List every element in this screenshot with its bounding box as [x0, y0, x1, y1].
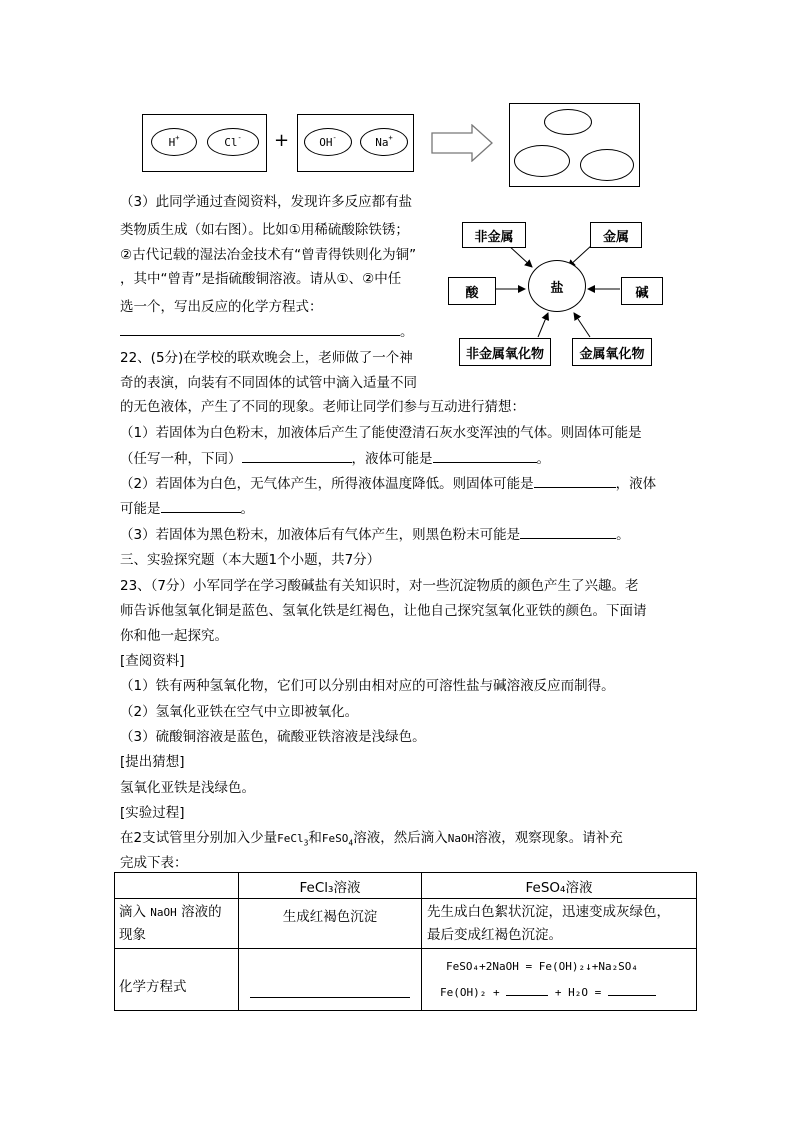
hydroxide-ion: OH - — [304, 128, 352, 156]
q22-line-3: 的无色液体，产生了不同的现象。老师让同学们参与互动进行猜想： — [120, 399, 525, 415]
liquid-blank-1[interactable] — [433, 448, 537, 463]
product-ellipse-left — [514, 145, 570, 177]
q21-line-2: 类物质生成（如右图）。比如①用稀硫酸除铁锈； — [120, 222, 409, 238]
experiment-table — [114, 872, 697, 1011]
fecl3-equation-blank[interactable] — [250, 983, 410, 998]
q22-line-1: 22、(5分)在学校的联欢晚会上，老师做了一个神 — [120, 350, 413, 366]
q23-consult-2: （2）氢氧化亚铁在空气中立即被氧化。 — [120, 704, 359, 720]
section-3-heading: 三、实验探究题（本大题1个小题，共7分） — [120, 552, 381, 568]
feso4-equation-2: Fe(OH)₂ + + H₂O = — [440, 980, 695, 1006]
q21-line-3: ②古代记载的湿法冶金技术有“曾青得铁则化为铜” — [120, 247, 417, 263]
node-metal-oxide: 金属氧化物 — [572, 338, 652, 366]
q22-p1-line-2: （任写一种，下同） ，液体可能是 。 — [120, 448, 550, 470]
cell-feso4-equation — [422, 949, 697, 1011]
q22-p2-line-2: 可能是 。 — [120, 498, 254, 520]
q21-line-4: ，其中“曾青”是指硫酸铜溶液。请从①、②中任 — [120, 271, 402, 287]
q23-hypothesis: 氢氧化亚铁是浅绿色。 — [120, 780, 255, 796]
col-head-feso4: FeSO₄溶液 — [422, 873, 697, 899]
salt-center-circle: 盐 — [528, 260, 586, 312]
q23-process-line-2: 完成下表： — [120, 855, 188, 871]
product-ellipse-right — [580, 149, 634, 181]
row-label-phenomenon: 滴入 NaOH 溶液的 现象 — [115, 899, 239, 949]
acid-ion-box — [142, 114, 267, 172]
q23-process-line-1: 在2支试管里分别加入少量FeCl$_3$和FeSO$_4$溶液，然后滴入NaOH溶液，观察现象。请补充 — [120, 830, 623, 848]
q23-line-3: 你和他一起探究。 — [120, 628, 228, 644]
q23-process-heading: [实验过程] — [120, 805, 185, 821]
q21-line-1: （3）此同学通过查阅资料，发现许多反应都有盐 — [120, 194, 413, 210]
reactant-blank[interactable] — [506, 981, 548, 996]
powder-blank[interactable] — [520, 524, 616, 539]
col-head-fecl3: FeCl₃溶液 — [239, 873, 422, 899]
product-ellipse-top — [544, 109, 592, 135]
q22-p1-line-1: （1）若固体为白色粉末，加液体后产生了能使澄清石灰水变浑浊的气体。则固体可能是 — [120, 425, 642, 441]
feso4-equation-1: FeSO₄+2NaOH = Fe(OH)₂↓+Na₂SO₄ — [446, 959, 639, 973]
solid-blank-1[interactable] — [242, 448, 352, 463]
node-metal: 金属 — [590, 222, 642, 248]
liquid-blank-2[interactable] — [161, 498, 241, 513]
q23-consult-3: （3）硫酸铜溶液是蓝色，硫酸亚铁溶液是浅绿色。 — [120, 729, 426, 745]
q23-consult-1: （1）铁有两种氢氧化物，它们可以分别由相对应的可溶性盐与碱溶液反应而制得。 — [120, 678, 615, 694]
product-blank[interactable] — [608, 981, 656, 996]
q21-answer-line: 。 — [120, 321, 414, 343]
answer-blank[interactable] — [120, 321, 400, 336]
q23-line-2: 师告诉他氢氧化铜是蓝色、氢氧化铁是红褐色，让他自己探究氢氧化亚铁的颜色。下面请 — [120, 603, 647, 619]
q22-line-2: 奇的表演，向装有不同固体的试管中滴入适量不同 — [120, 375, 417, 391]
product-box — [509, 103, 640, 187]
cell-feso4-phenomenon: 先生成白色絮状沉淀，迅速变成灰绿色， 最后变成红褐色沉淀。 — [422, 899, 697, 949]
solid-blank-2[interactable] — [534, 473, 616, 488]
base-ion-box — [297, 114, 414, 172]
node-nonmetal-oxide: 非金属氧化物 — [459, 338, 551, 366]
hydrogen-ion: H + — [151, 128, 197, 156]
sodium-ion: Na + — [360, 128, 408, 156]
chloride-ion: Cl - — [207, 128, 259, 156]
node-acid: 酸 — [448, 277, 496, 305]
plus-sign: + — [274, 130, 290, 151]
cell-fecl3-equation — [239, 949, 422, 1011]
q22-p2-line-1: （2）若固体为白色，无气体产生，所得液体温度降低。则固体可能是 ，液体 — [120, 473, 656, 495]
table-corner — [115, 873, 239, 899]
q23-hypothesis-heading: [提出猜想] — [120, 754, 185, 770]
q22-p3-line: （3）若固体为黑色粉末，加液体后有气体产生，则黑色粉末可能是 。 — [120, 524, 630, 546]
cell-fecl3-phenomenon: 生成红褐色沉淀 — [239, 899, 422, 949]
q23-consult-heading: [查阅资料] — [120, 653, 185, 669]
q23-line-1: 23、（7分）小军同学在学习酸碱盐有关知识时，对一些沉淀物质的颜色产生了兴趣。老 — [120, 578, 639, 594]
node-nonmetal: 非金属 — [462, 222, 526, 248]
q21-line-5: 选一个，写出反应的化学方程式： — [120, 299, 323, 315]
right-arrow-icon — [430, 124, 494, 162]
row-label-equation: 化学方程式 — [115, 949, 239, 1011]
node-base: 碱 — [621, 277, 663, 305]
